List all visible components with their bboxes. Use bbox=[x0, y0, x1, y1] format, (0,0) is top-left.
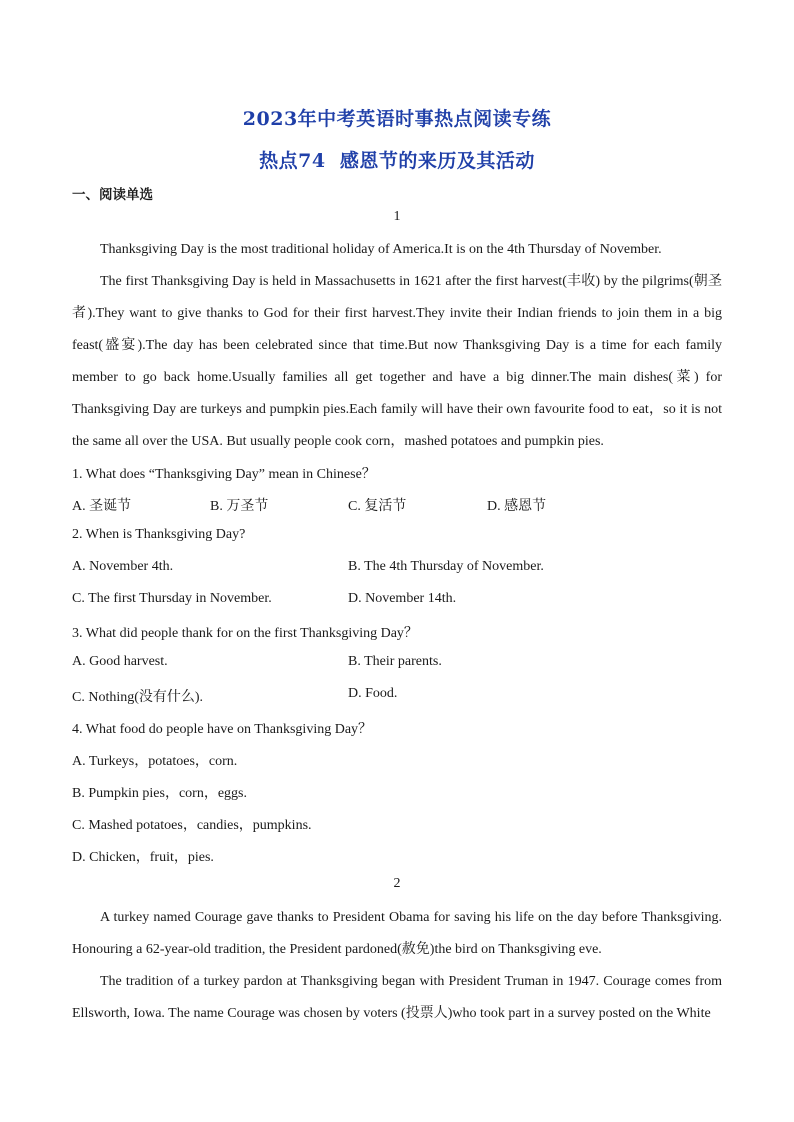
passage-number: 2 bbox=[393, 876, 401, 891]
answer-option[interactable]: B. Their parents. bbox=[348, 654, 442, 669]
answer-option[interactable]: B. 万圣节 bbox=[210, 499, 269, 514]
section-heading: 一、阅读单选 bbox=[72, 187, 153, 203]
answer-option[interactable]: C. 复活节 bbox=[348, 499, 407, 514]
answer-option[interactable]: C. Nothing(没有什么). bbox=[72, 690, 204, 705]
answer-option[interactable]: A. Turkeys，potatoes，corn. bbox=[72, 754, 238, 769]
answer-option[interactable]: B. The 4th Thursday of November. bbox=[348, 559, 544, 574]
passage-number: 1 bbox=[393, 209, 401, 224]
question-stem: 2. When is Thanksgiving Day? bbox=[72, 527, 246, 542]
answer-option[interactable]: A. 圣诞节 bbox=[72, 499, 132, 514]
question-stem: 3. What did people thank for on the first Thanksgiving Day？ bbox=[72, 626, 418, 641]
passage-paragraph: A turkey named Courage gave thanks to President Obama for saving his life on the day before Thanksgiving. Honouring a 62-year-old tradition, the President pardoned(赦免)the bird on Thanksgiving eve. bbox=[72, 910, 722, 957]
answer-option[interactable]: A. November 4th. bbox=[72, 559, 174, 574]
answer-option[interactable]: D. Food. bbox=[348, 686, 398, 701]
question-stem: 4. What food do people have on Thanksgiving Day？ bbox=[72, 722, 373, 737]
passage-paragraph: Thanksgiving Day is the most traditional holiday of America.It is on the 4th Thursday of November. bbox=[100, 242, 662, 257]
answer-option[interactable]: C. Mashed potatoes，candies，pumpkins. bbox=[72, 818, 312, 833]
answer-option[interactable]: C. The first Thursday in November. bbox=[72, 591, 272, 606]
passage-paragraph: The first Thanksgiving Day is held in Massachusetts in 1621 after the first harvest(丰收) by the pilgrims(朝圣者).They want to give thanks to God for their first harvest.They invite their Indian friends to join them in a big feast(盛宴).The day has been celebrated since that time.But now Thanksgiving Day is a time for each family member to go back home.Usually families all get together and have a big dinner.The main dishes(菜) for Thanksgiving Day are turkeys and pumpkin pies.Each family will have their own favourite food to eat，so it is not the same all over the USA. But usually people cook corn，mashed potatoes and pumpkin pies. bbox=[72, 274, 722, 449]
answer-option[interactable]: B. Pumpkin pies，corn，eggs. bbox=[72, 786, 247, 801]
question-stem: 1. What does “Thanksgiving Day” mean in Chinese？ bbox=[72, 467, 376, 482]
passage-paragraph: The tradition of a turkey pardon at Thanksgiving began with President Truman in 1947. Courage comes from Ellsworth, Iowa. The name Courage was chosen by voters (投票人)who took part in a survey posted on the White bbox=[72, 974, 722, 1021]
answer-option[interactable]: D. November 14th. bbox=[348, 591, 457, 606]
answer-option[interactable]: D. Chicken，fruit，pies. bbox=[72, 850, 214, 865]
page-subtitle: 热点74 感恩节的来历及其活动 bbox=[259, 150, 535, 172]
answer-option[interactable]: D. 感恩节 bbox=[487, 499, 547, 514]
answer-option[interactable]: A. Good harvest. bbox=[72, 654, 168, 669]
page-title: 2023年中考英语时事热点阅读专练 bbox=[242, 108, 552, 130]
